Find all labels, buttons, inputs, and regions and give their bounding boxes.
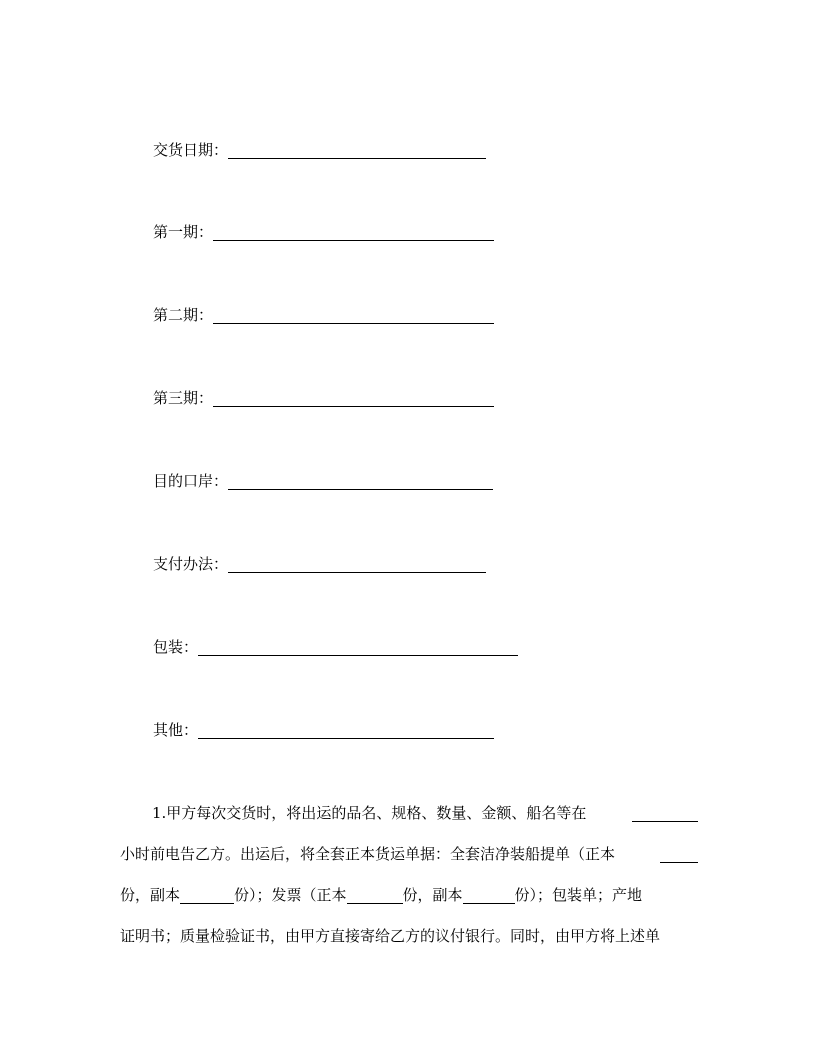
packing-blank[interactable] (198, 639, 518, 656)
packing-field (153, 638, 518, 656)
paragraph-line-1-text: 1.甲方每次交货时，将出运的品名、规格、数量、金额、船名等在 (152, 804, 587, 822)
destination-port-field (153, 472, 493, 490)
paragraph-line-3-a: 份，副本 (120, 886, 181, 904)
paragraph-line-3-c: 份，副本 (402, 886, 463, 904)
delivery-date-field (153, 141, 486, 159)
paragraph-line-2-text: 小时前电告乙方。出运后，将全套正本货运单据：全套洁净装船提单（正本 (120, 845, 616, 863)
invoice-copy-count-blank[interactable] (463, 887, 515, 904)
payment-method-field (153, 555, 486, 573)
phase-three-field (153, 389, 494, 407)
phase-one-field (153, 223, 494, 241)
payment-method-label: 支付办法： (153, 555, 229, 573)
phase-three-label: 第三期： (153, 389, 214, 407)
other-blank[interactable] (198, 722, 494, 739)
paragraph-line-2 (120, 845, 698, 863)
phase-three-blank[interactable] (213, 390, 494, 407)
destination-port-label: 目的口岸： (153, 472, 229, 490)
delivery-date-blank[interactable] (228, 142, 486, 159)
bill-original-count-blank[interactable] (660, 846, 698, 863)
paragraph-line-4-text: 证明书；质量检验证书，由甲方直接寄给乙方的议付银行。同时，由甲方将上述单 (120, 927, 661, 945)
packing-label: 包装： (153, 638, 199, 656)
hours-blank[interactable] (632, 805, 698, 822)
paragraph-line-1 (120, 804, 698, 822)
payment-method-blank[interactable] (228, 556, 486, 573)
phase-two-label: 第二期： (153, 306, 214, 324)
phase-two-field (153, 306, 494, 324)
other-label: 其他： (153, 721, 199, 739)
paragraph-line-3-d: 份）；包装单；产地 (514, 886, 643, 904)
phase-one-label: 第一期： (153, 223, 214, 241)
destination-port-blank[interactable] (228, 473, 493, 490)
other-field (153, 721, 494, 739)
bill-copy-count-blank[interactable] (180, 887, 234, 904)
invoice-original-count-blank[interactable] (347, 887, 403, 904)
paragraph-line-4 (120, 927, 698, 945)
delivery-date-label: 交货日期： (153, 141, 229, 159)
paragraph-line-3 (120, 886, 698, 904)
phase-one-blank[interactable] (213, 224, 494, 241)
phase-two-blank[interactable] (213, 307, 494, 324)
paragraph-line-3-b: 份）；发票（正本 (234, 886, 347, 904)
